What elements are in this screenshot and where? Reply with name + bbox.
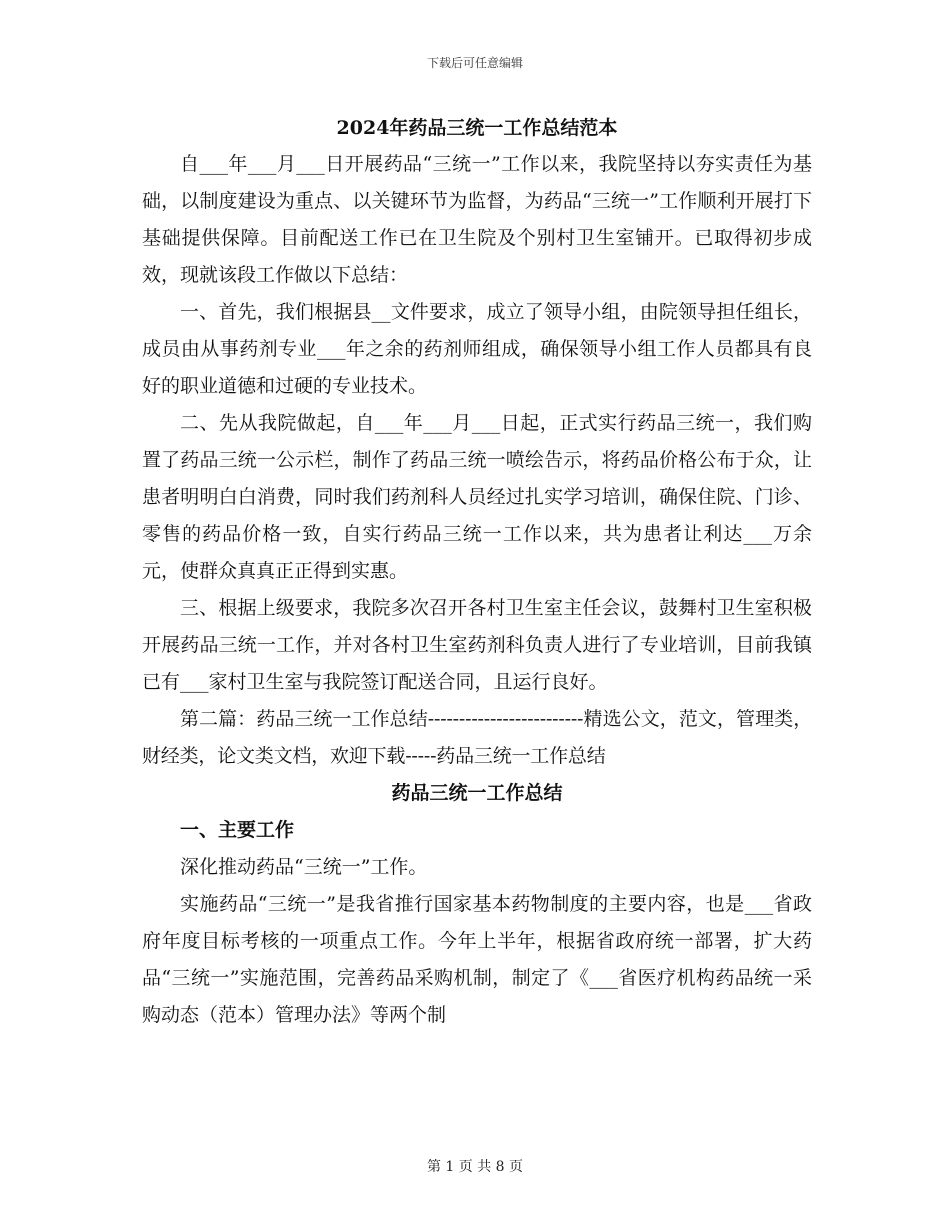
- document-title: 2024年药品三统一工作总结范本: [336, 117, 618, 139]
- header-note: 下载后可任意编辑: [426, 56, 523, 70]
- paragraph-deepen: 深化推动药品“三统一”工作。: [180, 856, 428, 878]
- paragraph-second-article: 第二篇：药品三统一工作总结-------------------------精选公文，范文，管理类，财经类，论文类文档，欢迎下载-----药品三统一工作总结: [142, 708, 812, 767]
- paragraph-point-1: 一、首先，我们根据县__文件要求，成立了领导小组，由院领导担任组长，成员由从事药剂专业___年之余的药剂师组成，确保领导小组工作人员都具有良好的职业道德和过硬的专业技术。: [142, 301, 812, 397]
- subheading-main-work: 一、主要工作: [180, 819, 295, 841]
- paragraph-point-2: 二、先从我院做起，自___年___月___日起，正式实行药品三统一，我们购置了药品三统一公示栏，制作了药品三统一喷绘告示，将药品价格公布于众，让患者明明白白消费，同时我们药剂科人员经过扎实学习培训，确保住院、门诊、零售的药品价格一致，自实行药品三统一工作以来，共为患者让利达___万余元，使群众真真正正得到实惠。: [142, 412, 812, 582]
- document-body: [142, 112, 812, 1034]
- paragraph-point-3: 三、根据上级要求，我院多次召开各村卫生室主任会议，鼓舞村卫生室积极开展药品三统一工作，并对各村卫生室药剂科负责人进行了专业培训，目前我镇已有___家村卫生室与我院签订配送合同，且运行良好。: [142, 597, 812, 693]
- paragraph-implement: 实施药品“三统一”是我省推行国家基本药物制度的主要内容，也是___省政府年度目标考核的一项重点工作。今年上半年，根据省政府统一部署，扩大药品“三统一”实施范围，完善药品采购机制，制定了《___省医疗机构药品统一采购动态（范本）管理办法》等两个制: [142, 893, 812, 1026]
- paragraph-intro: 自___年___月___日开展药品“三统一”工作以来，我院坚持以夯实责任为基础，以制度建设为重点、以关键环节为监督，为药品“三统一”工作顺利开展打下基础提供保障。目前配送工作已在卫生院及个别村卫生室铺开。已取得初步成效，现就该段工作做以下总结：: [142, 153, 812, 286]
- section-title: 药品三统一工作总结: [391, 782, 563, 804]
- page-footer: 第 1 页 共 8 页: [426, 1159, 524, 1175]
